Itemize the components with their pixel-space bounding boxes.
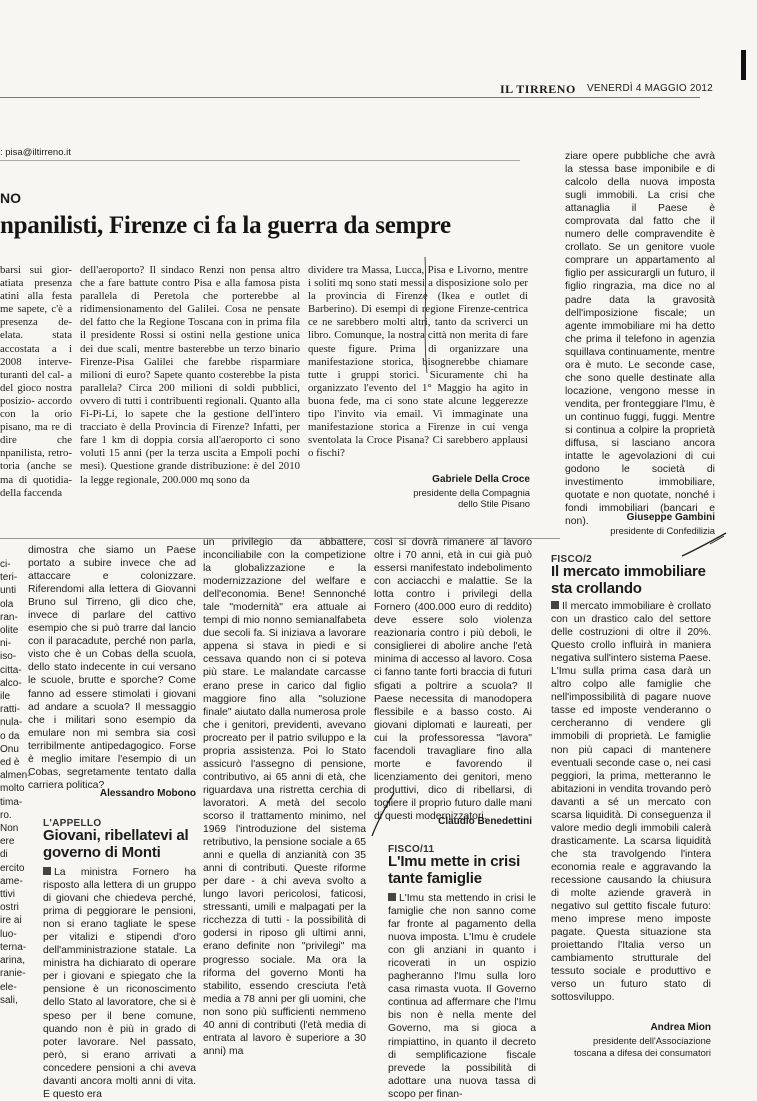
main-article-signature: Gabriele Della Croce [432, 474, 530, 485]
fisco11-title: L'Imu mette in crisi tante famiglie [388, 853, 521, 887]
gambini-letter-text: ziare opere pubbliche che avrà la stessa base imponibile e di calcolo della nuova imposta sugli immobili. La crisi che attanaglia il Paese è comprovata dal fatto che il numero delle compravendite è crollato. Se un genitore vuole comprare un appartamento al figlio per assicurargli un futuro, il figlio ringrazia, ma dice no al padre data la gravosità dell'imposizione fiscale; un agente immobiliare mi ha detto che prima il telefono in agenzia squillava continuamente, mentre ora è muto. Le seconde case, che sono quelle destinate alla locazione, vengono messe in vendita, per fronteggiare l'Imu, è un continuo fuggi, fuggi. Mentre si continua a colpire la proprietà diffusa, si lasciano ancora intatte le agevolazioni di cui godono le società di investimento immobiliare, quotate e non quotate, nonché i fondi immobiliari (bancari e non). [565, 151, 715, 528]
appello-kicker: L'APPELLO [43, 818, 102, 829]
email-line: : pisa@iltirreno.it [0, 147, 71, 158]
appello-text: La ministra Fornero ha risposto alla lettera di un gruppo di giovani che chiedeva perché, prima di peggiorare le pensioni, non si erano tagliate le spese per vitalizi e stipendi d'oro dell'amministrazione statale. La ministra ha dichiarato di operare per i giovani e spiegato che la pensione è un riconoscimento dello Stato al lavoratore, che si è speso per il bene comune, quando non è più in grado di poter lavorare. Nel passato, però, si erano arrivati a concedere pensioni a chi aveva davanti ancora molti anni di vita. E questo era [43, 867, 196, 1100]
benedettini-col-a: un privilegio da abbattere, inconciliabile con la competizione la globalizzazione e la modernizzazione del welfare e dell'economia. Bene! Sennonché tale "modernità" era attuale ai tempi di mio nonno semianalfabeta due secoli fa. Si iniziava a lavorare appena si stava in piedi e si cessava quando non ci si poteva più stare. Le malandate carcasse erano prese in carico dal figlio maggiore fino alla "soluzione finale" aiutato dalla numerosa prole che i genitori, previdenti, avevano procreato per il patrio sviluppo e la propria assistenza. Poi lo Stato assicurò l'assegno di pensione, contributivo, ai 65 anni di età, che riguardava una ristretta cerchia di lavoratori. A metà del secolo scorso il trattamento minimo, nel 1969 l'introduzione del sistema retributivo, la pensione sociale a 65 anni e quella di anzianità con 35 anni di contributi. Queste riforme per dare - a chi aveva svolto a lungo lavori pericolosi, faticosi, stressanti, umili e malpagati per la ricchezza di tutti - la possibilità di godersi in riposo gli ultimi anni, erano definite non "privilegi" ma progresso sociale. Ma ora la riforma del governo Monti ha stabilito, essendo cresciuta l'età media a 78 anni per gli uomini, che non sono più sufficienti nemmeno 40 anni di contributi (l'età media di entrata al lavoro è superiore a 30 anni) ma [203, 537, 366, 1057]
main-article-signature-role-2: dello Stile Pisano [458, 498, 530, 509]
issue-date: VENERDÌ 4 MAGGIO 2012 [587, 83, 713, 94]
fisco11-kicker: FISCO/11 [388, 844, 435, 855]
fisco2-role-2: toscana a difesa dei consumatori [573, 1047, 711, 1058]
left-edge-fragments: ci- teri- unti ola ran- olite ni- iso- citta- alco- ile ratti- nula- o da Onu ed è almen- molto tima- ro. Non ere di ercito ame- ttivi ostri ire ai luo- terna- arina, ranie- ele- sali, [0, 559, 31, 1006]
mobono-letter-text: dimostra che siamo un Paese portato a subire invece che ad attaccare e colonizzare. Riferendomi alla lettera di Giovanni Bruno sul Tirreno, gli dico che, invece di parlare del cattivo esempio che si può trarre dal lancio con il paracadute, perché non parla, visto che è un Cobas della scuola, dello stato indecente in cui versano le scuole, brutte e sporche? Come fanno ad essere stimolati i giovani ad andare a scuola? Il messaggio che i militari sono esempio da emulare non mi sembra sia così terribilmente antipedagogico. Forse è meglio imitare l'esempio di un Cobas, segretamente tentato dalla carriera politica? [28, 545, 196, 791]
bullet-square-icon [551, 601, 559, 609]
appello-title: Giovani, ribellatevi al governo di Monti [43, 827, 189, 861]
fisco2-text: Il mercato immobiliare è crollato con un drastico calo del settore delle costruzioni di oltre il 20%. Questo crollo influirà in maniera negativa sull'intero sistema Paese. L'Imu sulla prima casa darà un altro colpo alle famiglie che nell'impossibilità di pagare nuove tasse ed imposte venderanno o cercheranno di vendere gli immobili di proprietà. Le famiglie non più capaci di mantenere eventuali seconde case o, nei casi peggiori, la prima, metteranno le abitazioni in vendita trovando però davanti a sé un mercato con scarsa liquidità. Di conseguenza il valore medio degli immobili calerà drasticamente. La scarsa liquidità che sta travolgendo l'intera economia reale e aggravando la recessione causando la chiusura di molte aziende graverà in negativo sul gettito fiscale futuro: meno imprese meno imposte pagate. Questa situazione sta proiettando l'Italia verso un cambiamento strutturale del tessuto sociale e produttivo e verso un futuro stato di sottosviluppo. [551, 601, 711, 1004]
pen-mark-icon [680, 530, 730, 560]
email-rule [0, 160, 520, 161]
gambini-signature: Giuseppe Gambini [626, 512, 715, 523]
fisco2-kicker: FISCO/2 [551, 554, 592, 565]
mobono-signature: Alessandro Mobono [99, 788, 196, 799]
header-rule [0, 97, 700, 98]
masthead: IL TIRRENO [500, 82, 576, 96]
main-article-col-3: dividere tra Massa, Lucca, Pisa e Livorno, mentre i soliti mq sono stati messi a disposizione solo per la provincia di Firenze (Ikea e outlet di Barberino). Di esempi di regione Firenze-centrica ce ne sarebbero molti altri, tanto da scriverci un libro. Comunque, la nostra città non merita di fare queste figure. Prima di organizzare una manifestazione storica, bisognerebbe chiamare tutte i gruppi storici. Sicuramente chi ha organizzato l'evento del 1° Maggio ha agito in buona fede, ma ci sono state alcune leggerezze tipo l'invito via email. Vi immaginate una manifestazione storica a Firenze in cui venga sventolata la Croce Pisana? Ci sarebbero applausi o fischi? [308, 264, 528, 460]
fisco2-role-1: presidente dell'Associazione [592, 1035, 711, 1046]
section-fragment: NO [0, 190, 21, 206]
benedettini-col-b: così si dovrà rimanere al lavoro oltre i 70 anni, età in cui già può essersi manifestato indebolimento con acciacchi e malattie. Se la lotta contro i privilegi della Fornero (400.000 euro di reddito) deve essere solo violenza reazionaria contro i più deboli, le consiglierei di abolire anche l'età minima di accesso al lavoro. Cosa ci fanno tante forti braccia di futuri sfigati a poltrire a scuola? Il Paese necessita di manodopera flessibile e a basso costo. Ai giovani diplomati e laureati, per cui la professoressa "lavora" facendoli travagliare fino alla morte e favorendo il licenziamento dei genitori, meno produttivi, dico di ribellarsi, di togliere il proprio futuro dalle mani di questi modernizzatori. [374, 537, 532, 822]
fisco2-signature: Andrea Mion [650, 1022, 711, 1033]
main-article-col-2: dell'aeroporto? Il sindaco Renzi non pensa altro che a fare battute contro Pisa e alla famosa pista parallela di Peretola che porterebbe al ridimensionamento del Galilei. Cosa ne pensate del fatto che la Regione Toscana con in prima fila il presidente Rossi si ostini nella gestione unica dei due scali, mentre basterebbe un terzo binario Firenze-Pisa Galilei che farebbe risparmiare milioni di euro? Sapete quanto costerebbe la pista parallela? Circa 200 milioni di soldi pubblici, ovvero di tutti i contribuenti regionali. Quanto alla Fi-Pi-Li, lo sapete che la gestione dell'intero tracciato è della Provincia di Firenze? Infatti, per fare 1 km di doppia corsia all'aeroporto ci sono voluti 15 anni (per la terza uscita a Empoli pochi mesi). Questione grande distribuzione: è del 2010 la legge regionale, 200.000 mq sono da [80, 264, 300, 486]
main-article-signature-role-1: presidente della Compagnia [413, 487, 530, 498]
page-edge-mark [741, 50, 746, 80]
page-header [0, 0, 757, 100]
fisco2-title: Il mercato immobiliare sta crollando [551, 563, 706, 597]
fisco11-text: L'Imu sta mettendo in crisi le famiglie che non sanno come far fronte al pagamento della nuova imposta. L'Imu è crudele con gli anziani in quanto i ricoverati in un ospizio pagheranno l'Imu sulla loro casa rimasta vuota. Il Governo continua ad affermare che l'Imu bis non è nella mente del Governo, ma si gioca a rimpiattino, in quanto il decreto di semplificazione fiscale prevede la possibilità di adottare una nuova tassa di scopo per finan- [388, 893, 536, 1100]
bullet-square-icon [43, 867, 51, 875]
main-article-col-1: barsi sui gior- atiata presenza atini alla festa me sapete, c'è a presenza de- elata. stata accostata a i 2008 interve- turanti del cal- a del gioco nostra posizio- accordo con la orio pisano, ma re di dire che npanilista, retro- toria (anche se ma di quotidia- della faccenda [0, 264, 72, 499]
pen-mark-icon [405, 255, 445, 375]
gambini-role: presidente di Confedilizia [610, 525, 715, 536]
pen-mark-icon [368, 790, 398, 840]
main-article-title: npanilisti, Firenze ci fa la guerra da sempre [0, 212, 451, 239]
benedettini-signature: Claudio Benedettini [438, 816, 532, 827]
bullet-square-icon [388, 893, 396, 901]
